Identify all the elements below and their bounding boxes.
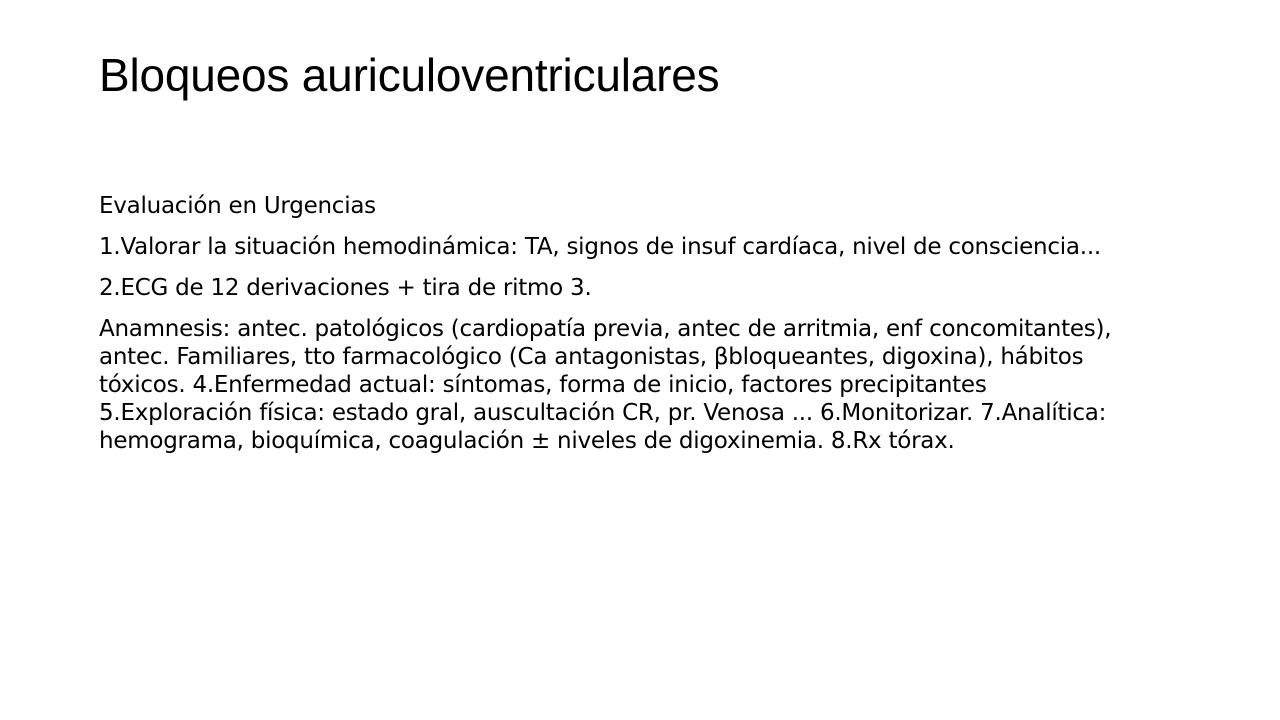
paragraph-ecg: 2.ECG de 12 derivaciones + tira de ritmo 3. <box>99 275 592 301</box>
paragraph-evaluation-heading: Evaluación en Urgencias <box>99 193 376 219</box>
paragraph-hemodynamic: 1.Valorar la situación hemodinámica: TA, signos de insuf cardíaca, nivel de consciencia... <box>99 234 1101 260</box>
slide-body <box>99 192 1139 468</box>
slide-title: Bloqueos auriculoventriculares <box>99 49 720 101</box>
paragraph-anamnesis: Anamnesis: antec. patológicos (cardiopatía previa, antec de arritmia, enf concomitantes), antec. Familiares, tto farmacológico (Ca antagonistas, βbloqueantes, digoxina), hábitos tóxicos. 4.Enfermedad actual: síntomas, forma de inicio, factores precipitantes 5.Exploración física: estado gral, auscultación CR, pr. Venosa ... 6.Monitorizar. 7.Analítica: hemograma, bioquímica, coagulación ± niveles de digoxinemia. 8.Rx tórax. <box>99 316 1112 454</box>
